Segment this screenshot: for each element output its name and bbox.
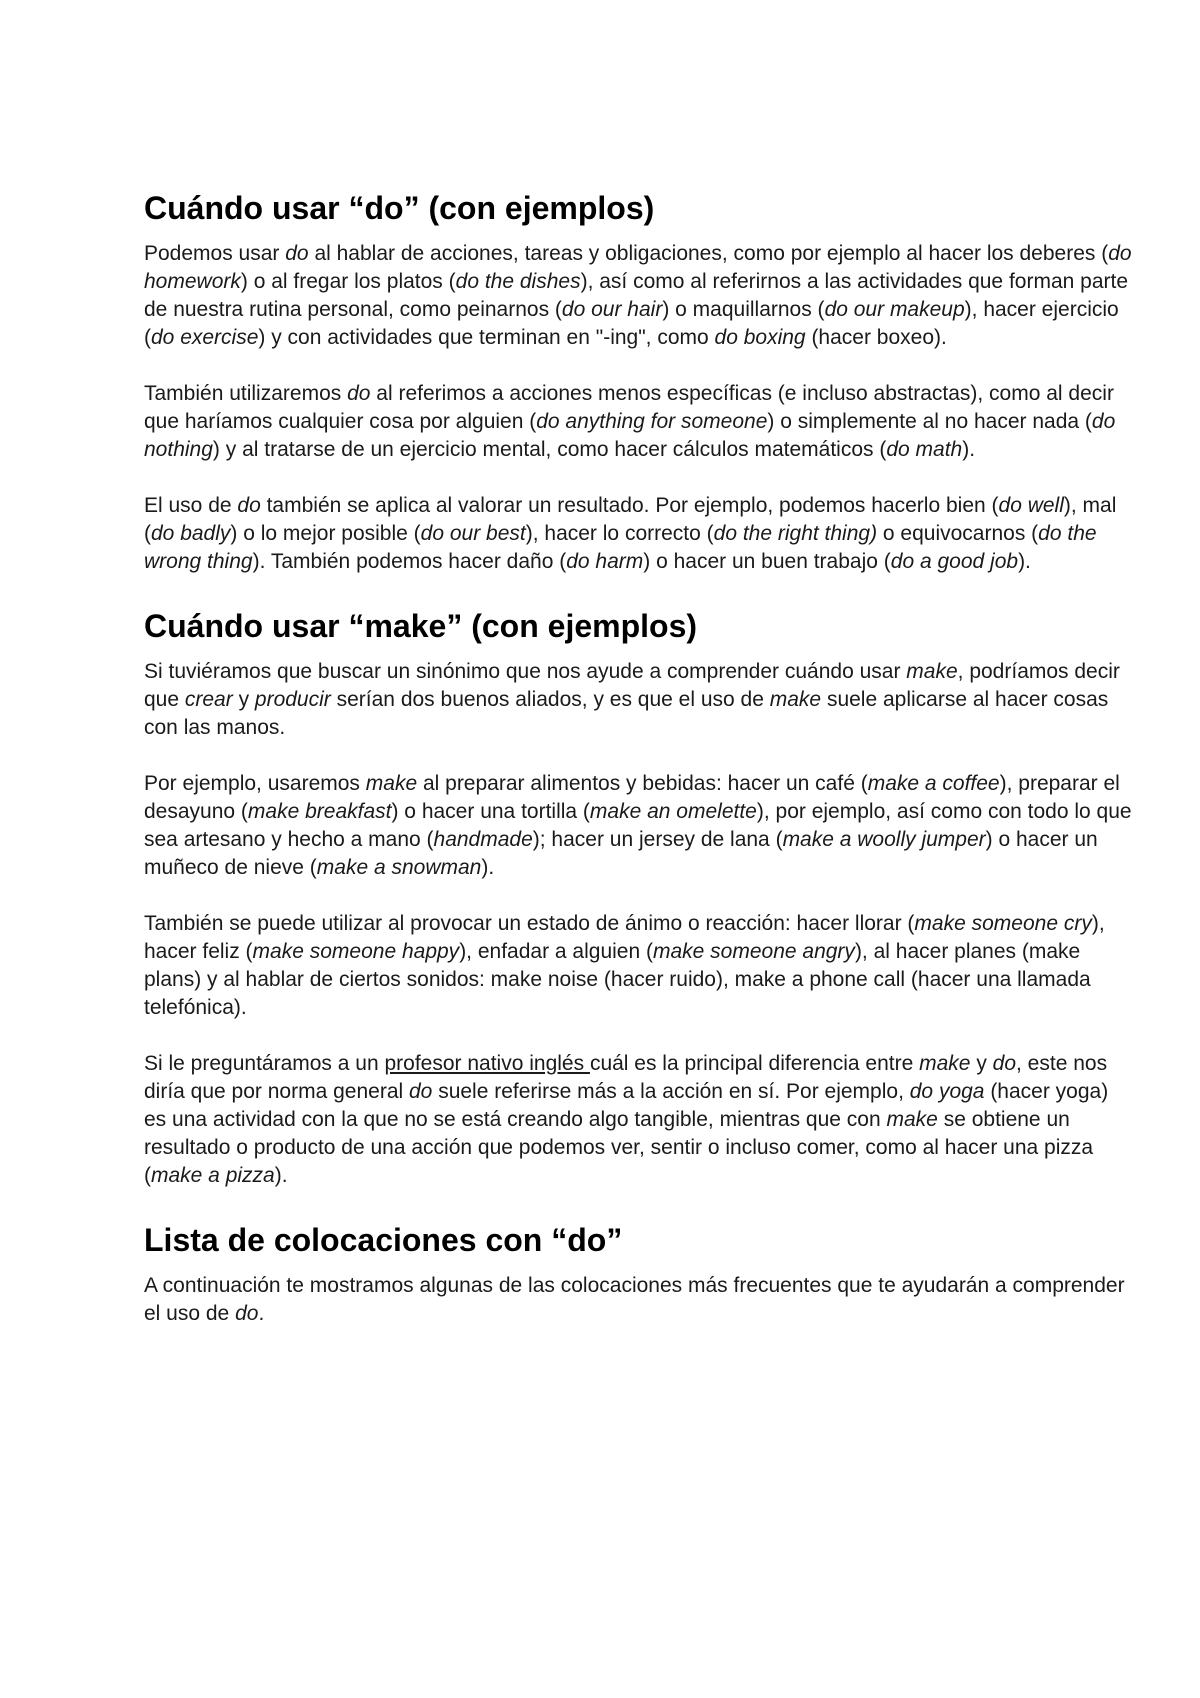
text-run: y xyxy=(970,1052,993,1075)
text-run: El uso de xyxy=(144,494,238,517)
italic-term: make someone happy xyxy=(252,940,460,963)
text-run: Por ejemplo, usaremos xyxy=(144,772,366,795)
text-run: ) o al fregar los platos ( xyxy=(240,270,456,293)
paragraph xyxy=(144,1050,1134,1190)
section-title: Cuándo usar “make” (con ejemplos) xyxy=(144,608,698,644)
text-run: , podríamos decir que xyxy=(144,660,1120,711)
section-do-collocations xyxy=(144,1220,1134,1328)
paragraph xyxy=(144,770,1134,882)
italic-term: make xyxy=(769,688,822,711)
italic-term: do xyxy=(409,1080,433,1103)
italic-term: do our hair xyxy=(561,298,663,321)
text-run: ) y con actividades que terminan en "-ing", como xyxy=(258,326,715,349)
text-run: ) o maquillarnos ( xyxy=(662,298,825,321)
italic-term: do math xyxy=(886,438,963,461)
italic-term: do the dishes xyxy=(455,270,581,293)
italic-term: make xyxy=(365,772,418,795)
text-run: al preparar alimentos y bebidas: hacer un café ( xyxy=(417,772,868,795)
italic-term: do the right thing) xyxy=(713,522,878,545)
italic-term: crear xyxy=(184,688,233,711)
text-run: ) o hacer una tortilla ( xyxy=(391,800,590,823)
italic-term: do the wrong thing xyxy=(144,522,1097,573)
document-page xyxy=(144,188,1134,1356)
italic-term: do xyxy=(285,242,309,265)
italic-term: do xyxy=(347,382,371,405)
text-run: ) o hacer un muñeco de nieve ( xyxy=(144,828,1098,879)
text-run: también se aplica al valorar un resultado. Por ejemplo, podemos hacerlo bien ( xyxy=(260,494,999,517)
italic-term: do well xyxy=(998,494,1064,517)
italic-term: make xyxy=(886,1108,938,1131)
text-run: ), hacer ejercicio ( xyxy=(144,298,1119,349)
text-run: (hacer boxeo). xyxy=(805,326,947,349)
italic-term: do xyxy=(237,494,261,517)
text-run: ). xyxy=(481,856,495,879)
italic-term: do our makeup xyxy=(824,298,965,321)
text-run: (hacer yoga) es una actividad con la que no se está creando algo tangible, mientras que con xyxy=(144,1080,1109,1131)
text-run: y xyxy=(232,688,255,711)
text-run: ), por ejemplo, así como con todo lo que sea artesano y hecho a mano ( xyxy=(144,800,1132,851)
text-run: ), al hacer planes (make plans) y al hablar de ciertos sonidos: make noise (hacer ruido), make a phone call (hacer una llamada telefónica). xyxy=(144,940,1091,1019)
italic-term: do badly xyxy=(151,522,231,545)
italic-term: make someone cry xyxy=(914,912,1092,935)
italic-term: do boxing xyxy=(714,326,806,349)
text-run: ). xyxy=(1018,550,1031,573)
italic-term: make a coffee xyxy=(867,772,1000,795)
paragraph xyxy=(144,1272,1134,1328)
italic-term: do our best xyxy=(420,522,526,545)
text-run: También se puede utilizar al provocar un estado de ánimo o reacción: hacer llorar ( xyxy=(144,912,915,935)
paragraph xyxy=(144,240,1134,352)
text-run: se obtiene un resultado o producto de una acción que podemos ver, sentir o incluso comer, como al hacer una pizza ( xyxy=(144,1108,1094,1187)
text-run: ), hacer lo correcto ( xyxy=(525,522,714,545)
text-run: También utilizaremos xyxy=(144,382,348,405)
text-run: ), hacer feliz ( xyxy=(144,912,1105,963)
italic-term: do a good job xyxy=(890,550,1019,573)
text-run: al referimos a acciones menos específicas (e incluso abstractas), como al decir que haríamos cualquier cosa por alguien ( xyxy=(144,382,1114,433)
italic-term: make xyxy=(906,660,958,683)
italic-term: make a pizza xyxy=(151,1164,275,1187)
text-run: ), así como al referirnos a las actividades que forman parte de nuestra rutina personal, como peinarnos ( xyxy=(144,270,1129,321)
text-run: A continuación te mostramos algunas de las colocaciones más frecuentes que te ayudarán a comprender el uso de xyxy=(144,1274,1125,1325)
text-run: ) y al tratarse de un ejercicio mental, como hacer cálculos matemáticos ( xyxy=(212,438,887,461)
text-run: ). También podemos hacer daño ( xyxy=(252,550,567,573)
italic-term: make breakfast xyxy=(247,800,392,823)
italic-term: make a snowman xyxy=(316,856,482,879)
text-run: Si le preguntáramos a un xyxy=(144,1052,385,1075)
italic-term: do exercise xyxy=(151,326,259,349)
italic-term: do xyxy=(992,1052,1017,1075)
text-run: suele referirse más a la acción en sí. Por ejemplo, xyxy=(432,1080,910,1103)
italic-term: producir xyxy=(254,688,331,711)
text-run: ). xyxy=(274,1164,288,1187)
text-run: ), preparar el desayuno ( xyxy=(144,772,1120,823)
text-run: serían dos buenos aliados, y es que el uso de xyxy=(330,688,770,711)
text-run: Si tuviéramos que buscar un sinónimo que nos ayude a comprender cuándo usar xyxy=(144,660,907,683)
paragraph xyxy=(144,658,1134,742)
italic-term: make xyxy=(919,1052,971,1075)
paragraph xyxy=(144,380,1134,464)
text-run: ) o hacer un buen trabajo ( xyxy=(643,550,891,573)
italic-term: make a woolly jumper xyxy=(782,828,986,851)
section-make-usage xyxy=(144,606,1134,1190)
italic-term: handmade xyxy=(433,828,533,851)
inline-link[interactable]: profesor nativo inglés xyxy=(384,1052,590,1075)
section-title: Cuándo usar “do” (con ejemplos) xyxy=(144,190,655,226)
text-run: ), enfadar a alguien ( xyxy=(459,940,653,963)
text-run: Podemos usar xyxy=(144,242,286,265)
section-do-usage xyxy=(144,188,1134,576)
italic-term: do anything for someone xyxy=(536,410,768,433)
text-run: ). xyxy=(962,438,976,461)
text-run: ), mal ( xyxy=(144,494,1117,545)
text-run: cuál es la principal diferencia entre xyxy=(589,1052,920,1075)
italic-term: make someone angry xyxy=(652,940,855,963)
italic-term: do homework xyxy=(144,242,1132,293)
italic-term: do xyxy=(235,1302,259,1325)
italic-term: do harm xyxy=(566,550,644,573)
text-run: al hablar de acciones, tareas y obligaciones, como por ejemplo al hacer los deberes ( xyxy=(308,242,1109,265)
text-run: suele aplicarse al hacer cosas con las manos. xyxy=(144,688,1109,739)
paragraph xyxy=(144,910,1134,1022)
text-run: ); hacer un jersey de lana ( xyxy=(532,828,783,851)
italic-term: make an omelette xyxy=(589,800,757,823)
text-run: ) o simplemente al no hacer nada ( xyxy=(767,410,1092,433)
text-run: , este nos diría que por norma general xyxy=(144,1052,1108,1103)
text-run: o equivocarnos ( xyxy=(877,522,1039,545)
text-run: ) o lo mejor posible ( xyxy=(230,522,421,545)
section-title: Lista de colocaciones con “do” xyxy=(144,1222,623,1258)
italic-term: do yoga xyxy=(909,1080,985,1103)
paragraph xyxy=(144,492,1134,576)
italic-term: do nothing xyxy=(144,410,1116,461)
text-run: . xyxy=(258,1302,265,1325)
